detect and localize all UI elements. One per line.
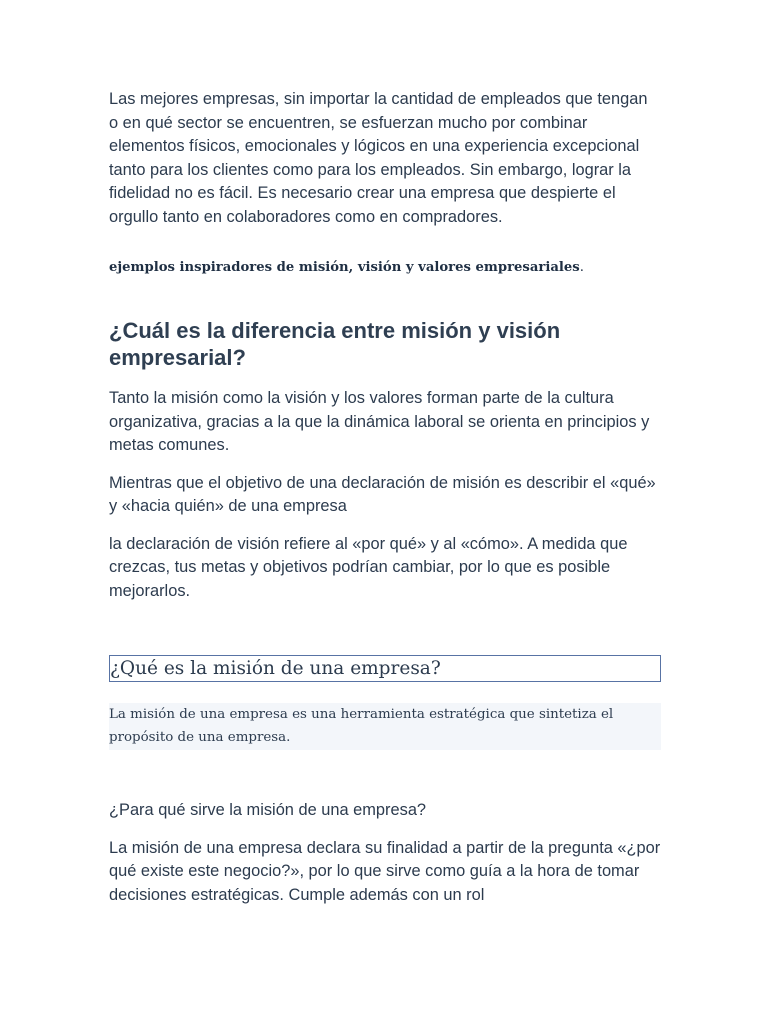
paragraph-vision-declaration: la declaración de visión refiere al «por qué» y al «cómo». A medida que crezcas, tus metas y objetivos podrían cambiar, por lo que es posible mejorarlos. <box>109 534 628 600</box>
document-page <box>109 88 661 907</box>
heading-mission-box <box>109 655 661 682</box>
paragraph-culture: Tanto la misión como la visión y los valores forman parte de la cultura organizativa, gracias a la que la dinámica laboral se orienta en principios y metas comunes. <box>109 389 650 454</box>
mission-definition: La misión de una empresa es una herramienta estratégica que sintetiza el propósito de una empresa. <box>109 703 661 750</box>
heading-mission: ¿Qué es la misión de una empresa? <box>110 658 441 679</box>
examples-period: . <box>579 260 584 275</box>
intro-paragraph: Las mejores empresas, sin importar la cantidad de empleados que tengan o en qué sector se encuentren, se esfuerzan mucho por combinar elementos físicos, emocionales y lógicos en una experiencia excepcional tanto para los clientes como para los empleados. Sin embargo, lograr la fidelidad no es fácil. Es necesario crear una empresa que despierte el orgullo tanto en colaboradores como en compradores. <box>109 90 648 226</box>
examples-line <box>109 258 661 278</box>
heading-difference: ¿Cuál es la diferencia entre misión y visión empresarial? <box>109 318 561 370</box>
paragraph-mission-objective: Mientras que el objetivo de una declaración de misión es describir el «qué» y «hacia quién» de una empresa <box>109 473 656 515</box>
paragraph-purpose: La misión de una empresa declara su finalidad a partir de la pregunta «¿por qué existe este negocio?», por lo que sirve como guía a la hora de tomar decisiones estratégicas. Cumple además con un rol <box>109 838 661 904</box>
question-purpose: ¿Para qué sirve la misión de una empresa? <box>109 801 427 819</box>
examples-link[interactable]: ejemplos inspiradores de misión, visión y valores empresariales <box>109 260 580 275</box>
